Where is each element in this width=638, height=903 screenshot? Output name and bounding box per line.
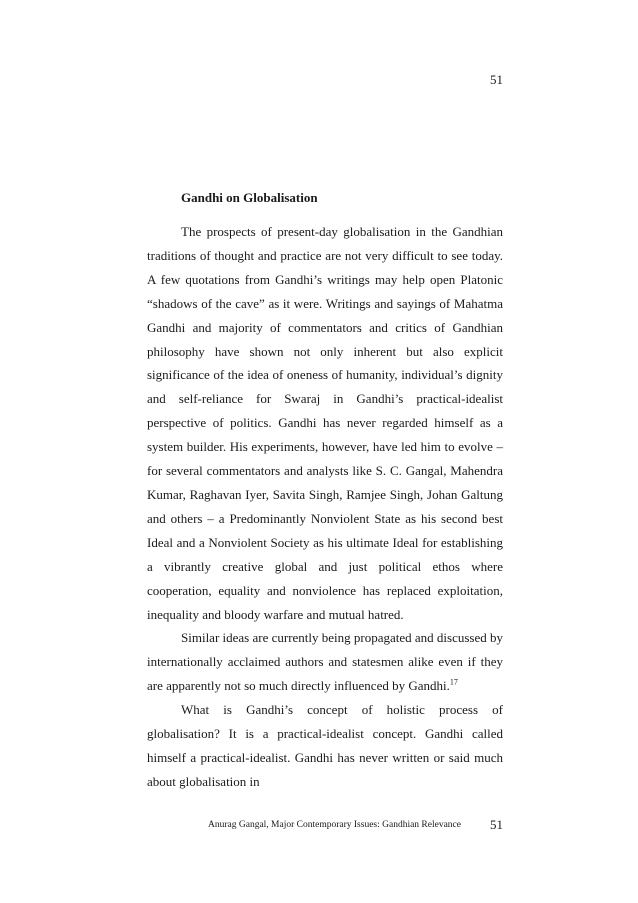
body-content [147,184,503,794]
page-number-footer: 51 [490,817,503,832]
footer-citation: Anurag Gangal, Major Contemporary Issues: Gandhian Relevance [208,820,461,830]
paragraph-text: Similar ideas are currently being propagated and discussed by internationally acclaimed authors and statesmen alike even if they are apparently not so much directly influenced by Gandhi. [147,630,504,694]
page-number-header: 51 [490,72,503,87]
paragraph [147,220,503,626]
paragraph [147,698,503,794]
section-heading: Gandhi on Globalisation [181,190,318,205]
footnote-marker: 17 [449,677,458,687]
paragraph-text: What is Gandhi’s concept of holistic process of globalisation? It is a practical-idealist concept. Gandhi called himself a practical-idealist. Gandhi has never written or said much about globalisation in [147,702,503,789]
paragraph-text: The prospects of present-day globalisation in the Gandhian traditions of thought and practice are not very difficult to see today. A few quotations from Gandhi’s writings may help open Platonic “shadows of the cave” as it were. Writings and sayings of Mahatma Gandhi and majority of commentators and critics of Gandhian philosophy have shown not only inherent but also explicit significance of the idea of oneness of humanity, individual’s dignity and self-reliance for Swaraj in Gandhi’s practical-idealist perspective of politics. Gandhi has never regarded himself as a system builder. His experiments, however, have led him to evolve – for several commentators and analysts like S. C. Gangal, Mahendra Kumar, Raghavan Iyer, Savita Singh, Ramjee Singh, Johan Galtung and others – a Predominantly Nonviolent State as his second best Ideal and a Nonviolent Society as his ultimate Ideal for establishing a vibrantly creative global and just political ethos where cooperation, equality and nonviolence has replaced exploitation, inequality and bloody warfare and mutual hatred. [147,224,503,622]
page-footer [147,817,503,833]
paragraph [147,626,503,698]
